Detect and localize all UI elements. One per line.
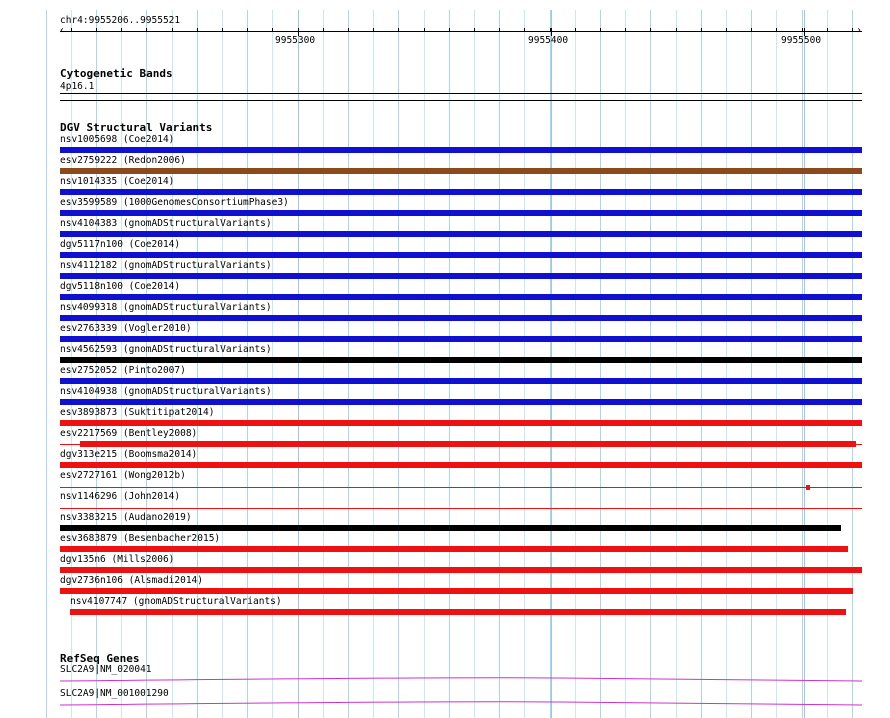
dgv-variant-label[interactable]: esv2763339 (Vogler2010) xyxy=(60,323,192,334)
ruler-minor-tick xyxy=(373,28,374,32)
dgv-variant-label[interactable]: esv2727161 (Wong2012b) xyxy=(60,470,186,481)
dgv-variant-label[interactable]: esv2217569 (Bentley2008) xyxy=(60,428,198,439)
refseq-gene-label[interactable]: SLC2A9|NM_001001290 xyxy=(60,688,169,699)
ruler-right-arrow: › xyxy=(856,25,863,36)
ruler-minor-tick xyxy=(524,28,525,32)
refseq-gene-label[interactable]: SLC2A9|NM_020041 xyxy=(60,664,152,675)
ruler-minor-tick xyxy=(474,28,475,32)
dgv-variant-label[interactable]: nsv4562593 (gnomADStructuralVariants) xyxy=(60,344,272,355)
dgv-variant-label[interactable]: esv3683879 (Besenbacher2015) xyxy=(60,533,221,544)
ruler-minor-tick xyxy=(146,28,147,32)
ruler-minor-tick xyxy=(247,28,248,32)
ruler-minor-tick xyxy=(827,28,828,32)
dgv-variant-label[interactable]: nsv4107747 (gnomADStructuralVariants) xyxy=(70,596,282,607)
dgv-variant-bar[interactable] xyxy=(60,294,862,300)
dgv-variant-bar[interactable] xyxy=(60,567,862,573)
dgv-variant-label[interactable]: nsv4104938 (gnomADStructuralVariants) xyxy=(60,386,272,397)
dgv-variant-label[interactable]: esv2759222 (Redon2006) xyxy=(60,155,186,166)
ruler-minor-tick xyxy=(701,28,702,32)
cytobands-track-title: Cytogenetic Bands xyxy=(60,67,173,80)
dgv-variant-bar[interactable] xyxy=(60,508,862,509)
ruler-range: chr4:9955206..9955521 xyxy=(60,15,181,26)
dgv-track-title: DGV Structural Variants xyxy=(60,121,213,134)
dgv-variant-bar[interactable] xyxy=(60,399,862,405)
ruler-minor-tick xyxy=(625,28,626,32)
dgv-variant-label[interactable]: dgv313e215 (Boomsma2014) xyxy=(60,449,198,460)
ruler-minor-tick xyxy=(650,28,651,32)
dgv-variant-label[interactable]: nsv3383215 (Audano2019) xyxy=(60,512,192,523)
ruler-minor-tick xyxy=(172,28,173,32)
cytoband-label[interactable]: 4p16.1 xyxy=(60,81,95,92)
ruler-axis xyxy=(60,31,862,32)
dgv-variant-bar[interactable] xyxy=(60,420,862,426)
dgv-variant-bar[interactable] xyxy=(60,378,862,384)
ruler-minor-tick xyxy=(197,28,198,32)
ruler-left-arrow: ‹ xyxy=(59,25,66,36)
dgv-variant-bar[interactable] xyxy=(60,588,853,594)
dgv-variant-bar[interactable] xyxy=(60,210,862,216)
dgv-variant-label[interactable]: nsv1146296 (John2014) xyxy=(60,491,181,502)
dgv-variant-label[interactable]: nsv1005698 (Coe2014) xyxy=(60,134,175,145)
dgv-variant-label[interactable]: dgv5118n100 (Coe2014) xyxy=(60,281,181,292)
ruler-minor-tick xyxy=(323,28,324,32)
dgv-variant-label[interactable]: nsv4112182 (gnomADStructuralVariants) xyxy=(60,260,272,271)
dgv-variant-label[interactable]: esv3599589 (1000GenomesConsortiumPhase3) xyxy=(60,197,289,208)
dgv-variant-bar[interactable] xyxy=(70,609,846,615)
dgv-variant-label[interactable]: nsv1014335 (Coe2014) xyxy=(60,176,175,187)
ruler-minor-tick xyxy=(726,28,727,32)
ruler-minor-tick xyxy=(499,28,500,32)
cytoband-feature-top xyxy=(60,93,862,94)
dgv-variant-bar[interactable] xyxy=(60,525,841,531)
ruler-minor-tick xyxy=(449,28,450,32)
ruler-minor-tick xyxy=(550,28,551,32)
ruler-minor-tick xyxy=(676,28,677,32)
dgv-variant-label[interactable]: dgv2736n106 (Alsmadi2014) xyxy=(60,575,203,586)
ruler-minor-tick xyxy=(852,28,853,32)
dgv-variant-marker[interactable] xyxy=(806,485,810,490)
ruler-tick-label: 9955400 xyxy=(528,35,569,46)
dgv-variant-bar[interactable] xyxy=(60,546,848,552)
ruler-minor-tick xyxy=(776,28,777,32)
ruler-minor-tick xyxy=(575,28,576,32)
ruler-tick-label: 9955500 xyxy=(781,35,822,46)
dgv-variant-bar[interactable] xyxy=(60,336,862,342)
dgv-variant-bar[interactable] xyxy=(60,168,862,174)
dgv-variant-bar[interactable] xyxy=(60,462,862,468)
dgv-variant-label[interactable]: nsv4099318 (gnomADStructuralVariants) xyxy=(60,302,272,313)
dgv-variant-bar[interactable] xyxy=(60,252,862,258)
dgv-variant-bar[interactable] xyxy=(60,189,862,195)
dgv-variant-label[interactable]: nsv4104383 (gnomADStructuralVariants) xyxy=(60,218,272,229)
dgv-variant-label[interactable]: esv2752052 (Pinto2007) xyxy=(60,365,186,376)
ruler-minor-tick xyxy=(348,28,349,32)
ruler-minor-tick xyxy=(298,28,299,32)
cytoband-feature-bottom xyxy=(60,100,862,101)
dgv-variant-connector xyxy=(60,444,862,445)
dgv-variant-bar[interactable] xyxy=(60,315,862,321)
ruler-minor-tick xyxy=(71,28,72,32)
dgv-variant-bar[interactable] xyxy=(60,147,862,153)
ruler-minor-tick xyxy=(424,28,425,32)
ruler-minor-tick xyxy=(121,28,122,32)
dgv-variant-bar[interactable] xyxy=(60,357,862,363)
dgv-variant-label[interactable]: dgv135n6 (Mills2006) xyxy=(60,554,175,565)
ruler-minor-tick xyxy=(600,28,601,32)
ruler-minor-tick xyxy=(398,28,399,32)
ruler-minor-tick xyxy=(272,28,273,32)
refseq-gene-line[interactable] xyxy=(60,699,862,707)
refseq-gene-line[interactable] xyxy=(60,675,862,683)
ruler-minor-tick xyxy=(96,28,97,32)
dgv-variant-bar[interactable] xyxy=(60,231,862,237)
dgv-variant-bar[interactable] xyxy=(60,273,862,279)
ruler-minor-tick xyxy=(222,28,223,32)
dgv-variant-label[interactable]: esv3893873 (Suktitipat2014) xyxy=(60,407,215,418)
ruler-minor-tick xyxy=(802,28,803,32)
ruler-tick-label: 9955300 xyxy=(275,35,316,46)
ruler-minor-tick xyxy=(751,28,752,32)
dgv-variant-bar[interactable] xyxy=(60,487,862,488)
dgv-variant-label[interactable]: dgv5117n100 (Coe2014) xyxy=(60,239,181,250)
refseq-track-title: RefSeq Genes xyxy=(60,652,140,665)
